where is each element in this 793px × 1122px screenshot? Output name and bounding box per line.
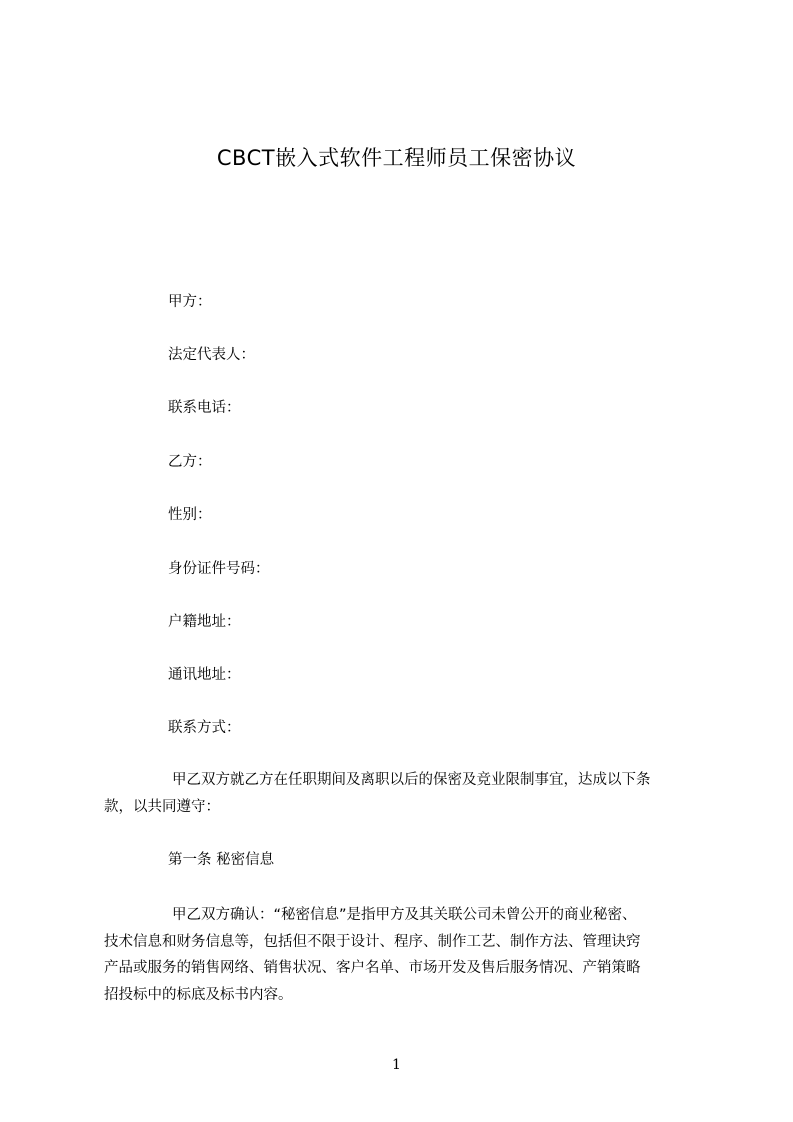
section-heading: 第一条 秘密信息 <box>168 852 275 868</box>
section-line: 技术信息和财务信息等，包括但不限于设计、程序、制作工艺、制作方法、管理诀窍 <box>104 933 641 950</box>
intro-line: 款，以共同遵守： <box>104 798 220 815</box>
section-line: 甲乙双方确认：“秘密信息”是指甲方及其关联公司未曾公开的商业秘密、 <box>172 907 637 923</box>
field-party-b: 乙方： <box>168 454 212 470</box>
field-mailing-address: 通讯地址： <box>168 667 241 683</box>
section-line: 产品或服务的销售网络、销售状况、客户名单、市场开发及售后服务情况、产销策略 <box>104 960 641 976</box>
document-title: CBCT嵌入式软件工程师员工保密协议 <box>216 146 577 170</box>
section-paragraph <box>104 902 704 1008</box>
intro-line: 甲乙双方就乙方在任职期间及离职以后的保密及竞业限制事宜，达成以下条 <box>172 772 651 788</box>
field-contact-method: 联系方式： <box>168 720 241 736</box>
page-number: 1 <box>392 1057 401 1073</box>
intro-paragraph <box>104 767 704 820</box>
field-gender: 性别： <box>168 507 212 523</box>
field-party-a: 甲方： <box>168 294 212 310</box>
field-id-number: 身份证件号码： <box>168 561 270 577</box>
field-legal-representative: 法定代表人： <box>168 347 255 363</box>
section-line: 招投标中的标底及标书内容。 <box>104 986 293 1003</box>
field-household-address: 户籍地址： <box>168 614 241 630</box>
field-contact-phone: 联系电话： <box>168 400 241 416</box>
